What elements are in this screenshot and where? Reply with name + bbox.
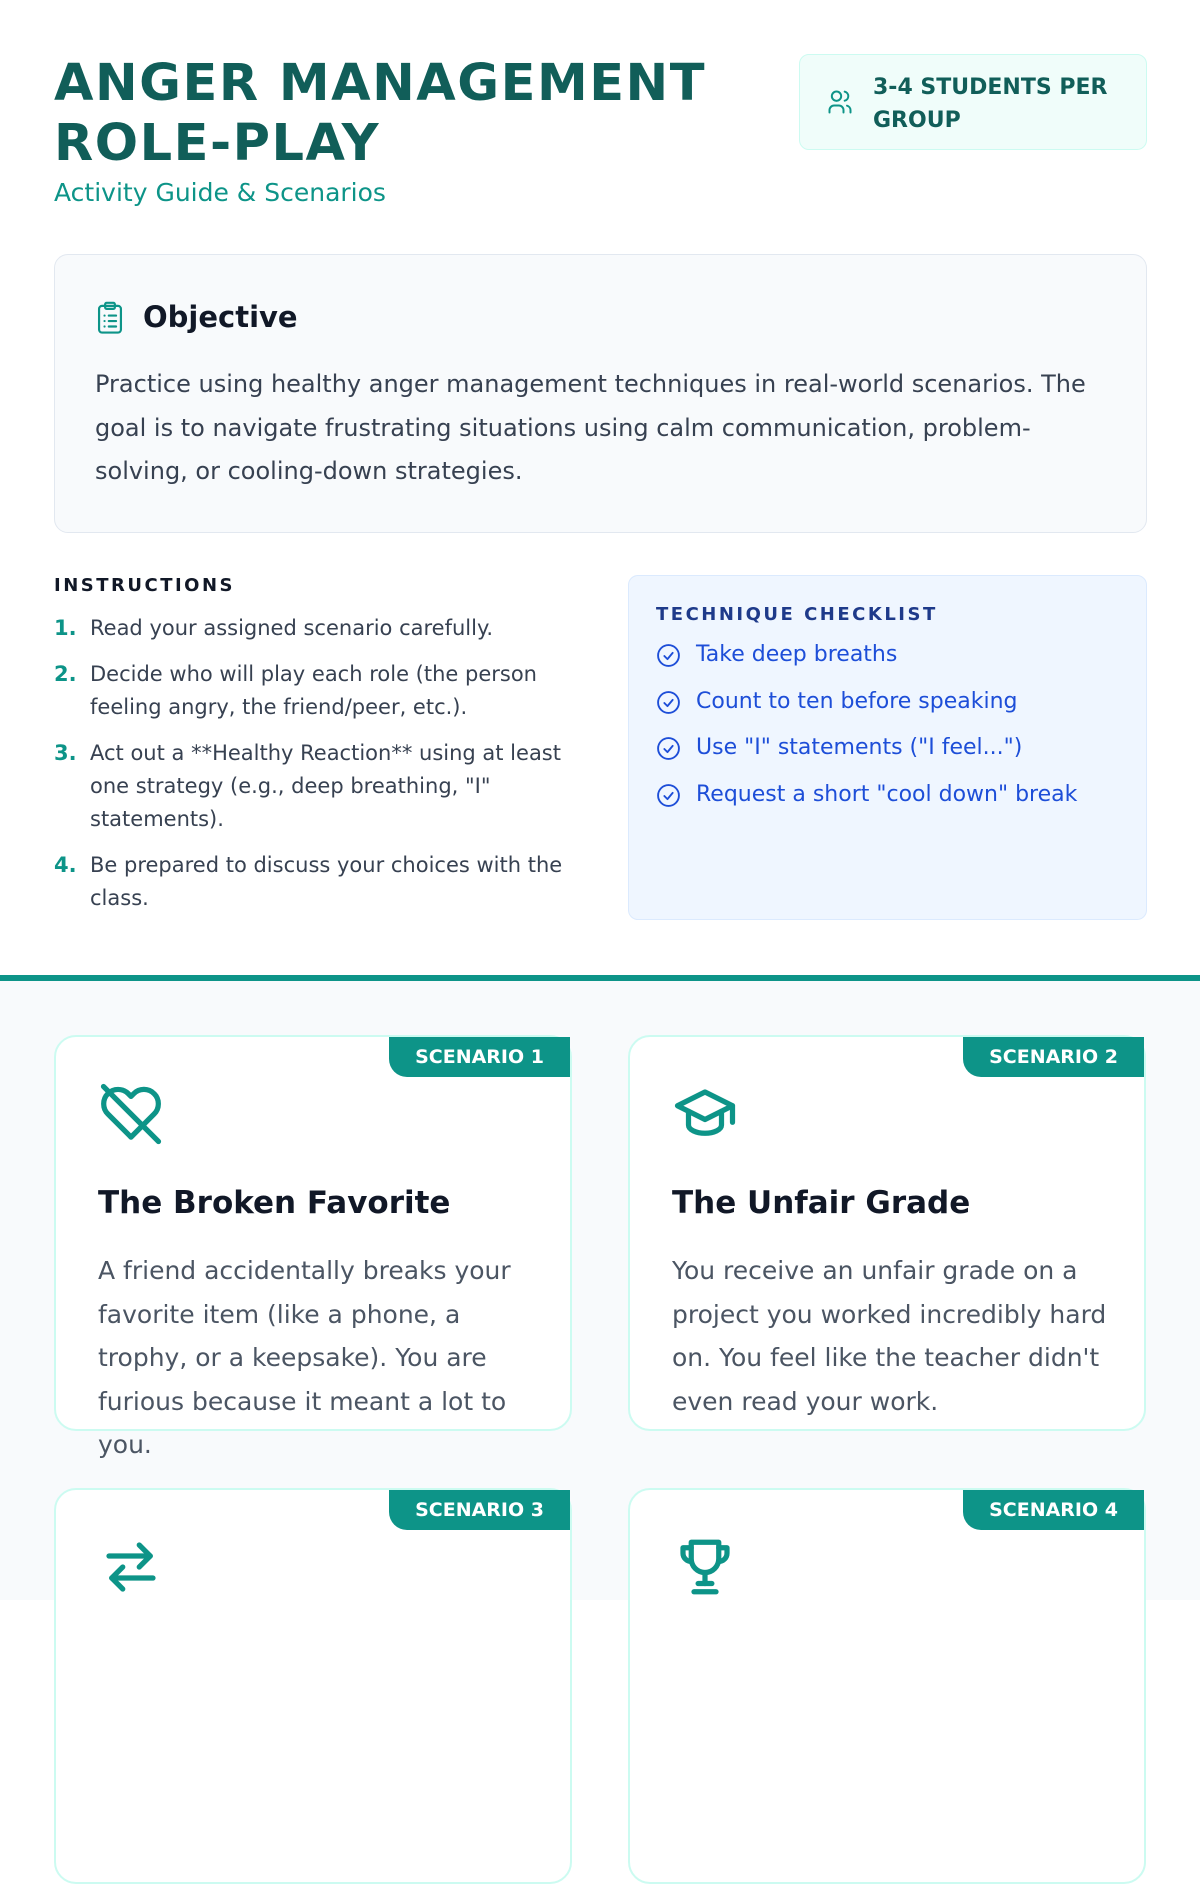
checklist-item-label: Take deep breaths <box>696 642 898 667</box>
checklist-item <box>656 731 1077 778</box>
checklist-item <box>656 638 1077 685</box>
scenarios-section <box>0 981 1200 1600</box>
scenario-tag: SCENARIO 3 <box>389 1490 570 1530</box>
objective-card <box>54 254 1147 533</box>
users-icon <box>826 88 854 116</box>
instruction-text: Be prepared to discuss your choices with the class. <box>90 853 563 910</box>
instruction-text: Decide who will play each role (the person feeling angry, the friend/peer, etc.). <box>90 662 537 719</box>
scenario-title: The Unfair Grade <box>672 1185 971 1221</box>
group-size-badge <box>799 54 1147 150</box>
scenario-tag: SCENARIO 2 <box>963 1037 1144 1077</box>
checklist-item <box>656 778 1077 825</box>
instruction-text: Act out a **Healthy Reaction** using at least one strategy (e.g., deep breathing, "I" statements). <box>90 741 561 831</box>
check-circle-icon <box>656 690 681 715</box>
instruction-number: 2. <box>54 662 77 686</box>
checklist-items <box>656 638 1077 824</box>
clipboard-list-icon <box>95 301 125 335</box>
page-subtitle: Activity Guide & Scenarios <box>54 178 386 207</box>
check-circle-icon <box>656 643 681 668</box>
scenario-card <box>54 1488 572 1884</box>
swap-arrows-icon <box>98 1534 164 1600</box>
checklist-heading: TECHNIQUE CHECKLIST <box>656 604 938 625</box>
scenario-card <box>628 1035 1146 1431</box>
check-circle-icon <box>656 736 681 761</box>
scenario-card <box>54 1035 572 1459</box>
instruction-item <box>54 849 574 915</box>
check-circle-icon <box>656 783 681 808</box>
scenario-card <box>628 1488 1146 1884</box>
checklist-item-label: Use "I" statements ("I feel...") <box>696 735 1023 760</box>
checklist-item-label: Request a short "cool down" break <box>696 781 1078 807</box>
page-title <box>54 54 706 174</box>
graduation-cap-icon <box>672 1081 738 1147</box>
objective-text: Practice using healthy anger management techniques in real-world scenarios. The goal is to navigate frustrating situations using calm communication, problem-solving, or cooling-down strategies. <box>95 370 1086 485</box>
checklist-item <box>656 685 1077 732</box>
instruction-item <box>54 737 574 836</box>
page-title-line-1: ANGER MANAGEMENT <box>54 54 707 113</box>
instruction-number: 4. <box>54 853 77 877</box>
group-size-label: 3-4 STUDENTS PER GROUP <box>873 75 1108 133</box>
instruction-item <box>54 612 574 645</box>
scenario-tag: SCENARIO 4 <box>963 1490 1144 1530</box>
instruction-text: Read your assigned scenario carefully. <box>90 616 494 640</box>
page-title-line-2: ROLE-PLAY <box>54 114 381 173</box>
checklist-item-label: Count to ten before speaking <box>696 688 1018 714</box>
instructions-list <box>54 612 574 928</box>
scenario-description: You receive an unfair grade on a project you worked incredibly hard on. You feel like the teacher didn't even read your work. <box>672 1256 1107 1416</box>
instruction-item <box>54 658 574 724</box>
scenario-description: A friend accidentally breaks your favorite item (like a phone, a trophy, or a keepsake). You are furious because it meant a lot to you. <box>98 1256 511 1459</box>
technique-checklist <box>628 575 1147 920</box>
instructions-heading: INSTRUCTIONS <box>54 575 235 596</box>
objective-heading: Objective <box>143 300 298 334</box>
heart-off-icon <box>98 1081 164 1147</box>
instruction-number: 1. <box>54 616 77 640</box>
scenario-title: The Broken Favorite <box>98 1185 451 1221</box>
trophy-icon <box>672 1534 738 1600</box>
instruction-number: 3. <box>54 741 77 765</box>
scenario-tag: SCENARIO 1 <box>389 1037 570 1077</box>
